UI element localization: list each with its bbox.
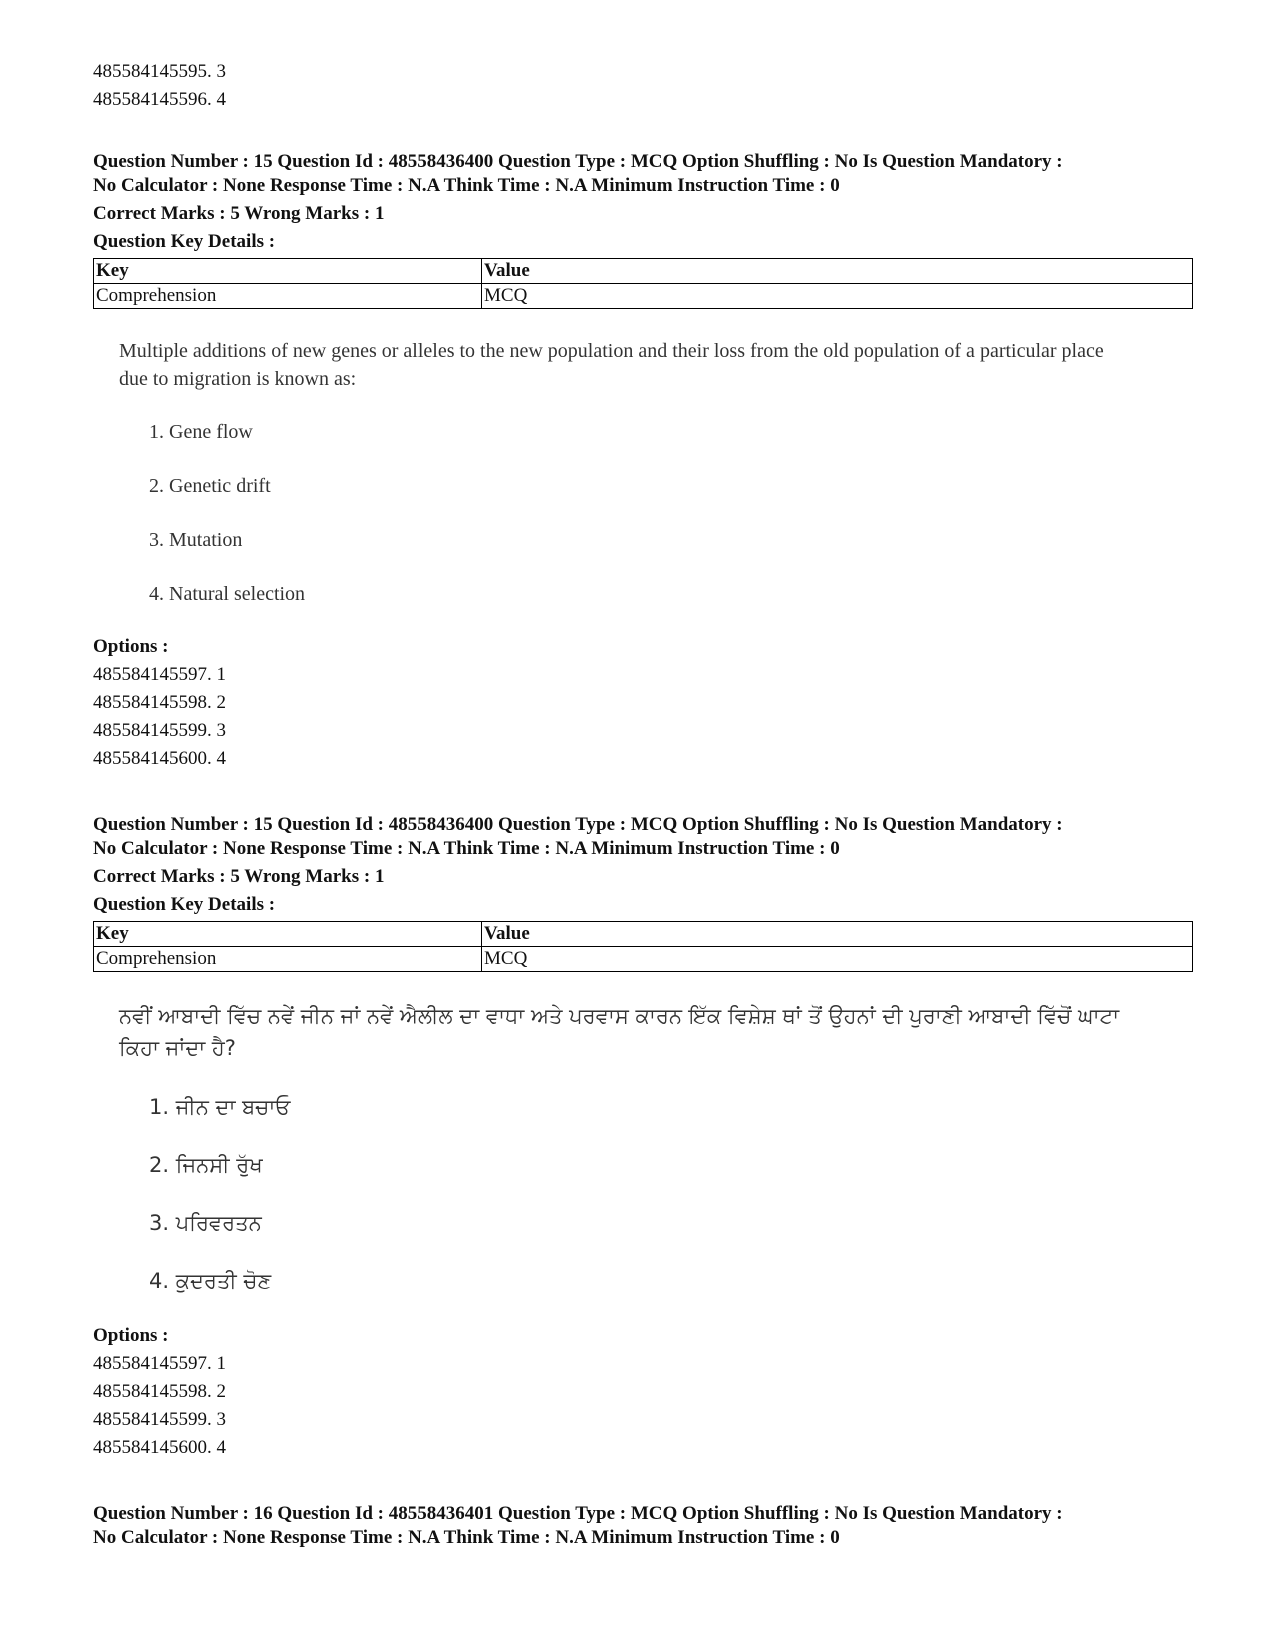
table-cell-value: MCQ: [482, 284, 1193, 309]
document-page: [93, 58, 1193, 1550]
table-cell-key: Comprehension: [94, 284, 482, 309]
key-details-label: Question Key Details :: [93, 894, 276, 915]
option-line: 485584145595. 3: [93, 61, 226, 82]
option-line: 485584145599. 3: [93, 720, 226, 741]
choice-item: 3. Mutation: [149, 529, 243, 551]
table-header-row: [94, 922, 1193, 947]
table-cell-key: Comprehension: [94, 947, 482, 972]
option-line: 485584145599. 3: [93, 1409, 226, 1430]
marks-line: Correct Marks : 5 Wrong Marks : 1: [93, 866, 385, 887]
choice-item: 2. ਜਿਨਸੀ ਰੁੱਖ: [149, 1153, 263, 1177]
option-line: 485584145600. 4: [93, 1437, 226, 1458]
question-text: ਨਵੀਂ ਆਬਾਦੀ ਵਿੱਚ ਨਵੇਂ ਜੀਨ ਜਾਂ ਨਵੇਂ ਐਲੀਲ ਦਾ ਵਾਧਾ ਅਤੇ ਪਰਵਾਸ ਕਾਰਨ ਇੱਕ ਵਿਸ਼ੇਸ਼ ਥਾਂ ਤੋਂ ਉਹਨਾਂ ਦੀ ਪੁਰਾਣੀ ਆਬਾਦੀ ਵਿੱਚੋਂ ਘਾਟਾ ਕਿਹਾ ਜਾਂਦਾ ਹੈ?: [119, 1004, 1120, 1060]
question-block-15-english: [93, 150, 1193, 773]
question-text: Multiple additions of new genes or alleles to the new population and their loss from the old population of a particular place due to migration is known as:: [119, 340, 1104, 390]
options-label: Options :: [93, 636, 169, 657]
key-details-table: [93, 258, 1193, 309]
option-line: 485584145597. 1: [93, 664, 226, 685]
table-row: [94, 947, 1193, 972]
option-line: 485584145598. 2: [93, 692, 226, 713]
option-line: 485584145598. 2: [93, 1381, 226, 1402]
option-line: 485584145597. 1: [93, 1353, 226, 1374]
question-image: [119, 337, 1193, 607]
question-block-16: [93, 1502, 1193, 1550]
question-image: [119, 1000, 1193, 1296]
table-header-key: Key: [94, 259, 482, 284]
question-header-line-1: Question Number : 16 Question Id : 48558436401 Question Type : MCQ Option Shuffling : No Is Question Mandatory :: [93, 1503, 1063, 1524]
choice-item: 3. ਪਰਿਵਰਤਨ: [149, 1211, 262, 1235]
previous-options: [93, 58, 1193, 114]
question-header-line-1: Question Number : 15 Question Id : 48558436400 Question Type : MCQ Option Shuffling : No Is Question Mandatory :: [93, 814, 1063, 835]
table-header-value: Value: [482, 922, 1193, 947]
table-header-value: Value: [482, 259, 1193, 284]
choice-item: 1. ਜੀਨ ਦਾ ਬਚਾਓ: [149, 1095, 291, 1119]
table-header-row: [94, 259, 1193, 284]
choice-item: 4. ਕੁਦਰਤੀ ਚੋਣ: [149, 1269, 272, 1293]
choice-item: 2. Genetic drift: [149, 475, 271, 497]
option-line: 485584145600. 4: [93, 748, 226, 769]
key-details-table: [93, 921, 1193, 972]
option-line: 485584145596. 4: [93, 89, 226, 110]
question-header-line-1: Question Number : 15 Question Id : 48558436400 Question Type : MCQ Option Shuffling : No Is Question Mandatory :: [93, 151, 1063, 172]
options-label: Options :: [93, 1325, 169, 1346]
choice-item: 4. Natural selection: [149, 583, 306, 605]
table-header-key: Key: [94, 922, 482, 947]
choice-item: 1. Gene flow: [149, 421, 253, 443]
marks-line: Correct Marks : 5 Wrong Marks : 1: [93, 203, 385, 224]
question-header-line-2: No Calculator : None Response Time : N.A Think Time : N.A Minimum Instruction Time : 0: [93, 1527, 840, 1548]
question-block-15-punjabi: [93, 813, 1193, 1462]
table-row: [94, 284, 1193, 309]
question-header-line-2: No Calculator : None Response Time : N.A Think Time : N.A Minimum Instruction Time : 0: [93, 175, 840, 196]
table-cell-value: MCQ: [482, 947, 1193, 972]
question-header-line-2: No Calculator : None Response Time : N.A Think Time : N.A Minimum Instruction Time : 0: [93, 838, 840, 859]
key-details-label: Question Key Details :: [93, 231, 276, 252]
